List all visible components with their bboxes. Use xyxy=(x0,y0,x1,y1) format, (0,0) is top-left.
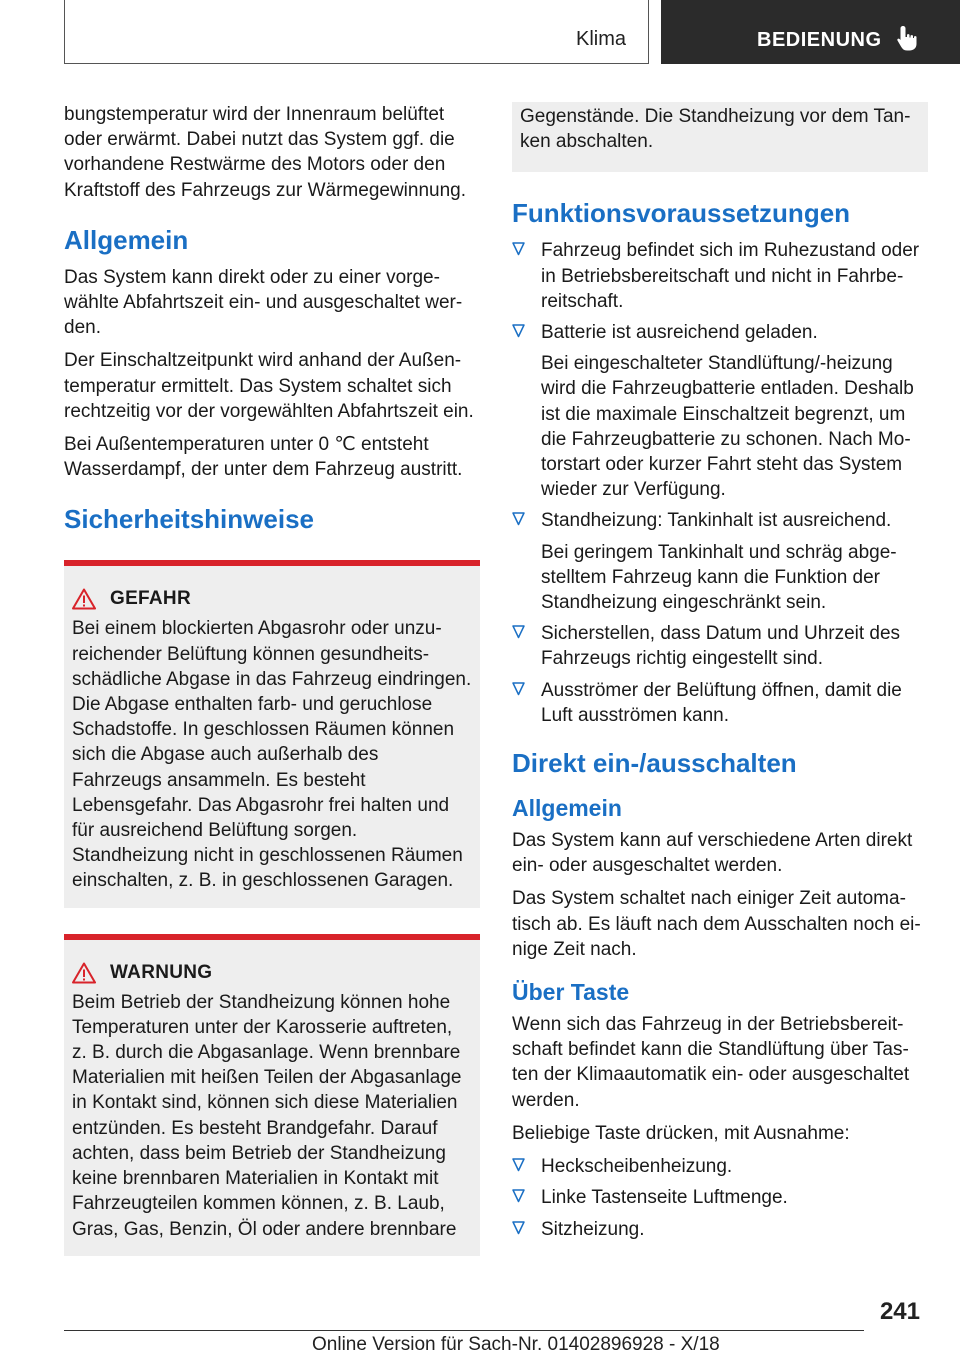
list-item xyxy=(512,1154,928,1179)
header-chapter-title: BEDIENUNG xyxy=(757,29,882,51)
button-paragraph-2: Beliebige Taste drücken, mit Ausnahme: xyxy=(512,1122,850,1144)
list-item-text: Ausströmer der Belüftung öffnen, damit die Luft ausströmen kann. xyxy=(541,679,902,726)
list-item-note: Bei eingeschalteter Standlüftung/-heizung wird die Fahrzeugbatterie entladen. Deshalb ist die maximale Einschaltzeit begrenzt, um die Fahrzeugbatterie zu schonen. Nach Motorstart oder kurzer Fahrt steht das System wieder zur Verfügung. xyxy=(541,353,914,501)
left-column xyxy=(64,102,480,1256)
bullet-triangle-icon xyxy=(512,512,525,526)
bullet-triangle-icon xyxy=(512,625,525,639)
bullet-triangle-icon xyxy=(512,1221,525,1235)
header-section-title: Klima xyxy=(575,28,626,50)
allgemein-paragraph-2: Der Einschaltzeitpunkt wird anhand der Außentemperatur ermittelt. Das System schaltet sich rechtzeitig vor der vorgewählten Abfahrtszeit ein. xyxy=(64,350,474,422)
warning-triangle-icon xyxy=(72,962,96,984)
list-item-text: Sicherstellen, dass Datum und Uhrzeit des Fahrzeugs richtig eingestellt sind. xyxy=(541,623,901,670)
button-exceptions-list xyxy=(512,1154,928,1242)
subheading-button: Über Taste xyxy=(512,979,630,1006)
heading-safety: Sicherheitshinweise xyxy=(64,504,314,535)
list-item-text: Linke Tastenseite Luftmenge. xyxy=(541,1187,788,1209)
list-item xyxy=(512,621,928,671)
danger-title: GEFAHR xyxy=(110,588,191,610)
footer-text: Online Version für Sach-Nr. 01402896928 - X/18 xyxy=(312,1334,720,1355)
list-item xyxy=(512,1185,928,1210)
list-item-text: Heckscheibenheizung. xyxy=(541,1156,733,1178)
warning-continued-text: Gegenstände. Die Standheizung vor dem Tanken abschalten. xyxy=(520,106,911,153)
hand-pointer-icon xyxy=(895,24,921,52)
list-item xyxy=(512,508,928,615)
direct-paragraph-2: Das System schaltet nach einiger Zeit automatisch ab. Es läuft nach dem Ausschalten noch einige Zeit nach. xyxy=(512,888,921,960)
bullet-triangle-icon xyxy=(512,324,525,338)
list-item xyxy=(512,320,928,502)
allgemein-paragraph-3: Bei Außentemperaturen unter 0 ℃ entsteht Wasserdampf, der unter dem Fahrzeug austritt. xyxy=(64,434,463,481)
allgemein-paragraph-1: Das System kann direkt oder zu einer vorgewählte Abfahrtszeit ein- und ausgeschaltet werden. xyxy=(64,266,463,339)
footer-divider xyxy=(64,1330,864,1331)
heading-allgemein: Allgemein xyxy=(64,224,189,255)
functions-list xyxy=(512,238,928,728)
list-item-note: Bei geringem Tankinhalt und schräg abgestelltem Fahrzeug kann die Funktion der Standheizung eingeschränkt sein. xyxy=(541,541,897,614)
warning-triangle-icon xyxy=(72,588,96,610)
warning-box xyxy=(64,934,480,1256)
list-item xyxy=(512,238,928,314)
button-paragraph-1: Wenn sich das Fahrzeug in der Betriebsbereitschaft befindet kann die Standlüftung über Tasten der Klimaautomatik ein- oder ausgeschaltet werden. xyxy=(512,1014,910,1111)
warning-title: WARNUNG xyxy=(110,961,213,983)
bullet-triangle-icon xyxy=(512,682,525,696)
list-item-text: Batterie ist ausreichend geladen. xyxy=(541,322,818,344)
list-item-text: Fahrzeug befindet sich im Ruhezustand oder in Betriebsbereitschaft und nicht in Fahrbereitschaft. xyxy=(541,240,920,312)
bullet-triangle-icon xyxy=(512,1158,525,1172)
list-item xyxy=(512,678,928,728)
bullet-triangle-icon xyxy=(512,242,525,256)
intro-paragraph: bungstemperatur wird der Innenraum belüftet oder erwärmt. Dabei nutzt das System ggf. die vorhandene Restwärme des Motors oder den Kraftstoff des Fahrzeugs zur Wärmegewinnung. xyxy=(64,104,467,201)
warning-text: Beim Betrieb der Standheizung können hohe Temperaturen unter der Karosserie auftreten, z. B. durch die Abgasanlage. Wenn brennbare Materialien mit heißen Teilen der Abgasanlage in Kontakt sind, können sich diese Materialien entzünden. Es besteht Brandgefahr. Darauf achten, dass beim Betrieb der Standheizung keine brennbaren Materialien in Kontakt mit Fahrzeugteilen kommen können, z. B. Laub, Gras, Gas, Benzin, Öl oder andere brennbare xyxy=(72,991,462,1240)
list-item xyxy=(512,1217,928,1242)
danger-text: Bei einem blockierten Abgasrohr oder unzureichender Belüftung können gesundheitsschädliche Abgase in das Fahrzeug eindringen. Die Abgase enthalten farb- und geruchlose Schadstoffe. In geschlossen Räumen können sich die Abgase auch außerhalb des Fahrzeugs ansammeln. Es besteht Lebensgefahr. Das Abgasrohr frei halten und für ausreichend Belüftung sorgen. Standheizung nicht in geschlossenen Räumen einschalten, z. B. in geschlossenen Garagen. xyxy=(72,618,472,892)
direct-paragraph-1: Das System kann auf verschiedene Arten direkt ein- oder ausgeschaltet werden. xyxy=(512,830,913,877)
bullet-triangle-icon xyxy=(512,1189,525,1203)
danger-box xyxy=(64,560,480,907)
list-item-text: Sitzheizung. xyxy=(541,1218,645,1240)
header-section-box xyxy=(64,0,649,64)
warning-continued-box xyxy=(512,102,928,172)
header-chapter-box xyxy=(661,0,960,64)
right-column xyxy=(512,102,928,1248)
list-item-text: Standheizung: Tankinhalt ist ausreichend. xyxy=(541,510,892,532)
heading-direct: Direkt ein-/ausschalten xyxy=(512,748,797,779)
heading-functions: Funktionsvoraussetzungen xyxy=(512,198,851,229)
subheading-allgemein: Allgemein xyxy=(512,795,622,822)
page-number: 241 xyxy=(879,1298,920,1325)
